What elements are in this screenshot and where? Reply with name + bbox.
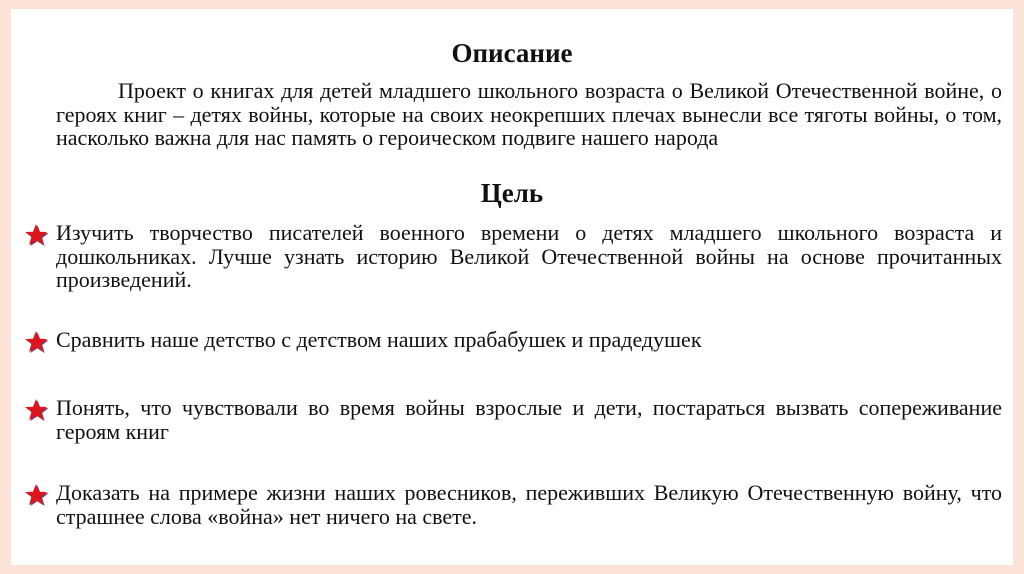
star-icon: [23, 330, 56, 354]
star-icon: [23, 483, 56, 507]
goal-item: [23, 481, 1002, 528]
goal-text: Доказать на примере жизни наших ровесников, переживших Великую Отечественную войну, что страшнее слова «война» нет ничего на свете.: [56, 480, 1002, 529]
description-paragraph: Проект о книгах для детей младшего школьного возраста о Великой Отечественной войне, о героях книг – детях войны, которые на своих неокрепших плечах вынесли все тяготы войны, о том, насколько важна для нас память о героическом подвиге нашего народа: [56, 78, 1002, 150]
star-icon: [23, 223, 56, 247]
goal-heading: Цель: [480, 178, 544, 208]
star-icon: [23, 398, 56, 422]
goal-item: [23, 221, 1002, 292]
goal-item: [23, 396, 1002, 443]
slide-content: [11, 9, 1013, 565]
goal-text: Сравнить наше детство с детством наших прабабушек и прадедушек: [56, 327, 702, 352]
goal-text: Изучить творчество писателей военного времени о детях младшего школьного возраста и дошкольниках. Лучше узнать историю Великой Отечественной войны на основе прочитанных произведений.: [56, 220, 1002, 292]
goal-item: [23, 328, 1002, 354]
description-heading: Описание: [451, 38, 573, 68]
goal-text: Понять, что чувствовали во время войны взрослые и дети, постараться вызвать сопереживание героям книг: [56, 395, 1002, 444]
